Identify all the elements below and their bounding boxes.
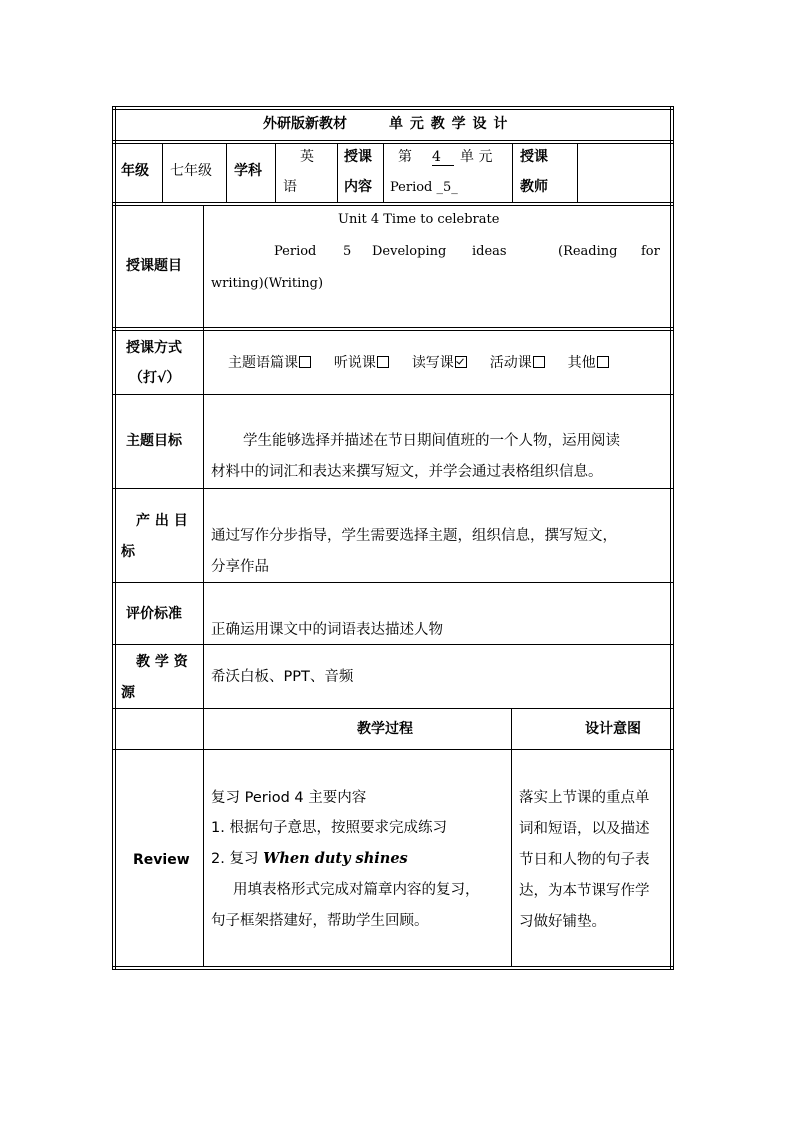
top-border xyxy=(112,106,674,107)
top-border-inner xyxy=(112,109,674,110)
output-line-1: 通过写作分步指导，学生需要选择主题，组织信息，撰写短文， xyxy=(211,528,617,544)
intent-line-1: 落实上节课的重点单 xyxy=(519,790,650,806)
unit-number: 4 xyxy=(432,150,454,166)
left-border xyxy=(112,106,113,969)
goal-line-1: 学生能够选择并描述在节日期间值班的一个人物，运用阅读 xyxy=(243,433,620,449)
col-line xyxy=(512,143,513,203)
resources-text: 希沃白板、PPT、音频 xyxy=(211,669,354,685)
intent-line-4: 达，为本节课写作学 xyxy=(519,883,650,899)
unit-suffix: 单 元 xyxy=(460,149,493,165)
intent-line-3: 节日和人物的句子表 xyxy=(519,852,650,868)
option-theme-checkbox[interactable] xyxy=(299,356,311,368)
process-line-3-prefix: 2. 复习 xyxy=(211,851,264,867)
topic-line-2c: Developing xyxy=(372,244,447,259)
row-line xyxy=(112,327,674,328)
method-options xyxy=(228,356,609,370)
resources-label-2: 源 xyxy=(121,685,135,701)
col-line xyxy=(577,143,578,203)
process-line-3 xyxy=(211,852,408,867)
resources-label-1: 教 学 资 xyxy=(136,654,188,670)
topic-line-2d: ideas xyxy=(472,244,507,259)
evaluation-text: 正确运用课文中的词语表达描述人物 xyxy=(211,622,443,638)
label-col-line xyxy=(203,205,204,967)
row-line xyxy=(112,749,674,750)
header-subtitle: 单 元 教 学 设 计 xyxy=(389,116,509,132)
content-label-1: 授课 xyxy=(344,149,372,165)
option-theme[interactable] xyxy=(228,355,311,371)
option-theme-label: 主题语篇课 xyxy=(228,355,298,371)
option-other[interactable] xyxy=(568,355,609,371)
topic-line-2a: Period xyxy=(274,244,317,259)
evaluation-label: 评价标准 xyxy=(126,606,182,622)
option-activity[interactable] xyxy=(490,355,545,371)
col-line xyxy=(162,143,163,203)
row-line xyxy=(112,140,674,141)
right-border xyxy=(673,106,674,969)
left-border-inner xyxy=(115,106,116,969)
option-reading-writing-label: 读写课 xyxy=(411,355,454,371)
intent-line-2: 词和短语，以及描述 xyxy=(519,821,650,837)
topic-line-2f: for xyxy=(641,244,660,259)
row-line xyxy=(112,143,674,144)
option-listening-label: 听说课 xyxy=(333,355,376,371)
goal-label: 主题目标 xyxy=(126,433,182,449)
col-line xyxy=(337,143,338,203)
intent-line-5: 习做好铺垫。 xyxy=(519,914,606,930)
method-label-2: （打√） xyxy=(129,370,181,386)
process-line-5: 句子框架搭建好，帮助学生回顾。 xyxy=(211,913,429,929)
process-line-4: 用填表格形式完成对篇章内容的复习， xyxy=(233,882,480,898)
intent-header: 设计意图 xyxy=(585,721,641,737)
option-activity-checkbox[interactable] xyxy=(533,356,545,368)
period-text: Period _5_ xyxy=(390,180,458,195)
output-line-2: 分享作品 xyxy=(211,559,269,575)
content-label-2: 内容 xyxy=(344,179,372,195)
topic-line-2b: 5 xyxy=(343,244,352,259)
topic-line-1: Unit 4 Time to celebrate xyxy=(338,212,500,227)
col-line xyxy=(275,143,276,203)
col-line xyxy=(226,143,227,203)
grade-label: 年级 xyxy=(121,163,149,179)
option-listening-checkbox[interactable] xyxy=(377,356,389,368)
row-line xyxy=(112,205,674,206)
review-label: Review xyxy=(133,852,190,868)
process-line-1: 复习 Period 4 主要内容 xyxy=(211,790,367,806)
subject-value-2: 语 xyxy=(283,179,297,195)
output-label-1: 产 出 目 xyxy=(136,513,188,529)
goal-line-2: 材料中的词汇和表达来撰写短文，并学会通过表格组织信息。 xyxy=(211,464,603,480)
method-label-1: 授课方式 xyxy=(126,340,182,356)
topic-label: 授课题目 xyxy=(126,258,182,274)
row-line xyxy=(112,202,674,203)
process-col-line xyxy=(511,708,512,967)
row-line xyxy=(112,394,674,395)
topic-line-3: writing)(Writing) xyxy=(211,276,324,291)
output-label-2: 标 xyxy=(121,544,135,560)
right-border-inner xyxy=(670,106,671,969)
row-line xyxy=(112,582,674,583)
process-line-3-title: When duty shines xyxy=(263,850,408,867)
process-header: 教学过程 xyxy=(357,721,413,737)
row-line xyxy=(112,488,674,489)
topic-line-2e: (Reading xyxy=(558,244,618,259)
subject-label: 学科 xyxy=(234,163,262,179)
option-listening[interactable] xyxy=(334,355,389,371)
option-other-checkbox[interactable] xyxy=(597,356,609,368)
row-line xyxy=(112,330,674,331)
subject-value-1: 英 xyxy=(300,149,314,165)
bottom-border-inner xyxy=(112,969,674,970)
option-activity-label: 活动课 xyxy=(489,355,532,371)
option-reading-writing-checkbox[interactable] xyxy=(455,356,467,368)
header-title: 外研版新教材 xyxy=(263,116,347,132)
bottom-border xyxy=(112,966,674,967)
process-line-2: 1. 根据句子意思，按照要求完成练习 xyxy=(211,820,447,836)
grade-value: 七年级 xyxy=(170,163,212,179)
option-reading-writing[interactable] xyxy=(412,355,467,371)
teacher-label-1: 授课 xyxy=(520,149,548,165)
row-line xyxy=(112,644,674,645)
option-other-label: 其他 xyxy=(567,355,596,371)
teacher-label-2: 教师 xyxy=(520,179,548,195)
col-line xyxy=(383,143,384,203)
unit-prefix: 第 xyxy=(398,149,412,165)
row-line xyxy=(112,708,674,709)
